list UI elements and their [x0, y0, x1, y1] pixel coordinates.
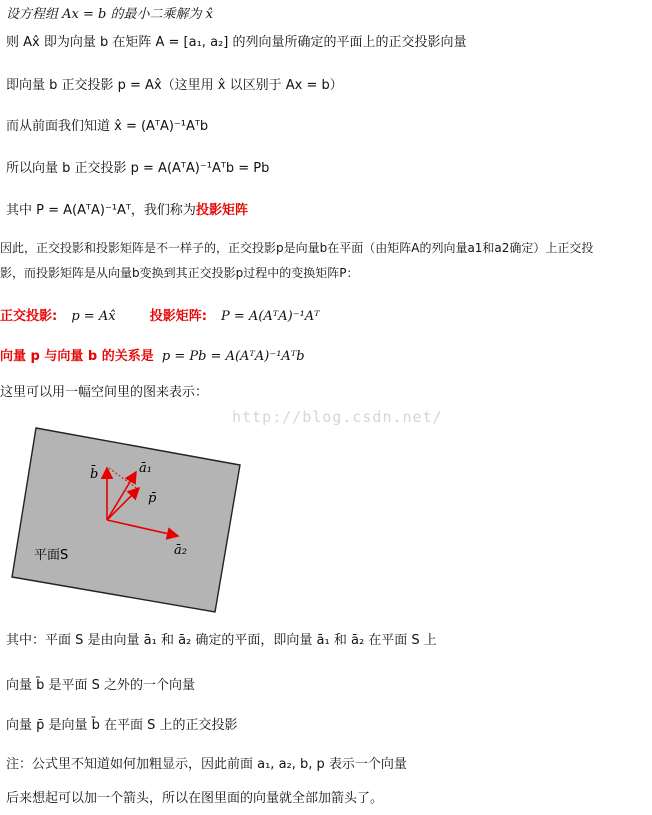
projection-matrix-term: 投影矩阵 [195, 203, 248, 218]
note-line-4 [6, 756, 407, 774]
line-1-text: 设方程组 Ax = b 的最小二乘解为 x̂ [6, 7, 213, 22]
note-line-2 [6, 677, 195, 695]
note-line-1-text: 其中：平面 S 是由向量 ā₁ 和 ā₂ 确定的平面，即向量 ā₁ 和 ā₂ 在平面 S 上 [6, 633, 437, 648]
note-line-1 [6, 632, 437, 650]
line-2-text: 则 Ax̂ 即为向量 b 在矩阵 A = [a₁, a₂] 的列向量所确定的平面上的正交投影向量 [6, 35, 467, 50]
line-3 [6, 77, 343, 95]
note-line-5-text: 后来想起可以加一个箭头，所以在图里面的向量就全部加箭头了。 [6, 791, 384, 806]
definition-row [0, 308, 320, 326]
note-line-4-text: 注：公式里不知道如何加粗显示，因此前面 a₁, a₂, b, p 表示一个向量 [6, 757, 407, 772]
line-3-text: 即向量 b 正交投影 p = Ax̂（这里用 x̂ 以区别于 Ax = b） [6, 78, 343, 93]
orthogonal-projection-label: 正交投影: [0, 309, 58, 324]
paragraph-line-2 [0, 264, 358, 282]
line-4 [6, 118, 208, 136]
watermark: http://blog.csdn.net/ [232, 408, 443, 426]
figure-intro-text: 这里可以用一幅空间里的图来表示： [0, 385, 209, 400]
projection-figure [8, 420, 248, 615]
paragraph-line-1-text: 因此，正交投影和投影矩阵是不一样子的，正交投影p是向量b在平面（由矩阵A的列向量a1和a2确定）上正交投 [0, 241, 594, 255]
projection-matrix-label: 投影矩阵: [149, 309, 207, 324]
note-line-2-text: 向量 b̄ 是平面 S 之外的一个向量 [6, 678, 196, 693]
paragraph-line-1 [0, 239, 593, 257]
relation-label: 向量 p 与向量 b 的关系是 [0, 349, 154, 364]
line-5-text: 所以向量 b 正交投影 p = A(AᵀA)⁻¹Aᵀb = Pb [6, 161, 270, 176]
line-4-text: 而从前面我们知道 x̂ = (AᵀA)⁻¹Aᵀb [6, 119, 209, 134]
line-5 [6, 160, 269, 178]
plane-s [12, 428, 240, 612]
label-p: p̄ [148, 491, 157, 506]
line-6 [6, 202, 248, 220]
label-b: b̄ [90, 467, 99, 482]
line-2 [6, 34, 466, 52]
projection-matrix-formula: P = A(AᵀA)⁻¹Aᵀ [221, 309, 320, 324]
label-a2: ā₂ [174, 543, 187, 558]
note-line-5 [6, 790, 383, 808]
line-6-text: 其中 P = A(AᵀA)⁻¹Aᵀ，我们称为 [6, 203, 196, 218]
label-plane-s: 平面S [34, 548, 69, 563]
note-line-3 [6, 717, 238, 735]
figure-intro [0, 384, 208, 402]
orthogonal-projection-formula: p = Ax̂ [71, 309, 116, 324]
note-line-3-text: 向量 p̄ 是向量 b̄ 在平面 S 上的正交投影 [6, 718, 238, 733]
label-a1: ā₁ [139, 461, 152, 476]
line-1 [6, 6, 213, 24]
relation-row [0, 348, 305, 366]
paragraph-line-2-text: 影，而投影矩阵是从向量b变换到其正交投影p过程中的变换矩阵P： [0, 266, 359, 280]
relation-formula: p = Pb = A(AᵀA)⁻¹Aᵀb [161, 349, 305, 364]
